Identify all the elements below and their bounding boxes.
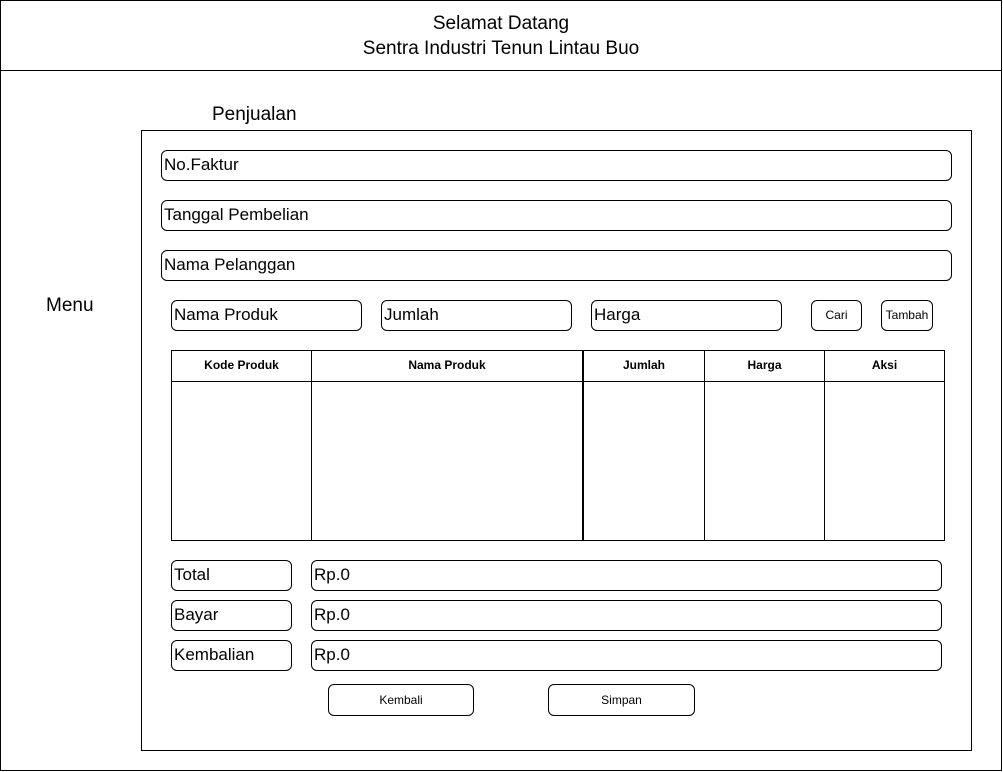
simpan-button[interactable]: Simpan	[548, 684, 695, 716]
tambah-button[interactable]: Tambah	[881, 300, 933, 331]
page-title: Penjualan	[212, 104, 297, 125]
header	[0, 0, 1002, 71]
column-header-aksi: Aksi	[825, 351, 944, 382]
harga-field[interactable]: Harga	[591, 300, 782, 331]
column-header-nama-produk: Nama Produk	[312, 351, 582, 382]
nama-pelanggan-field[interactable]: Nama Pelanggan	[161, 250, 952, 281]
cari-button[interactable]: Cari	[811, 300, 862, 331]
column-header-kode-produk: Kode Produk	[172, 351, 311, 382]
kembali-button[interactable]: Kembali	[328, 684, 474, 716]
total-field[interactable]: Rp.0	[311, 560, 942, 591]
no-faktur-field[interactable]: No.Faktur	[161, 150, 952, 181]
table-column-jumlah	[583, 350, 705, 541]
column-header-jumlah: Jumlah	[584, 351, 704, 382]
header-subtitle: Sentra Industri Tenun Lintau Buo	[362, 38, 640, 59]
menu-link[interactable]: Menu	[46, 295, 94, 316]
table-column-nama-produk	[311, 350, 583, 541]
tanggal-pembelian-field[interactable]: Tanggal Pembelian	[161, 200, 952, 231]
jumlah-field[interactable]: Jumlah	[381, 300, 572, 331]
kembalian-field[interactable]: Rp.0	[311, 640, 942, 671]
kembalian-label: Kembalian	[171, 640, 292, 671]
table-column-kode-produk	[171, 350, 312, 541]
nama-produk-field[interactable]: Nama Produk	[171, 300, 362, 331]
bayar-label: Bayar	[171, 600, 292, 631]
bayar-field[interactable]: Rp.0	[311, 600, 942, 631]
table-column-aksi	[824, 350, 945, 541]
total-label: Total	[171, 560, 292, 591]
table-column-harga	[704, 350, 825, 541]
header-welcome: Selamat Datang	[432, 13, 570, 34]
column-header-harga: Harga	[705, 351, 824, 382]
